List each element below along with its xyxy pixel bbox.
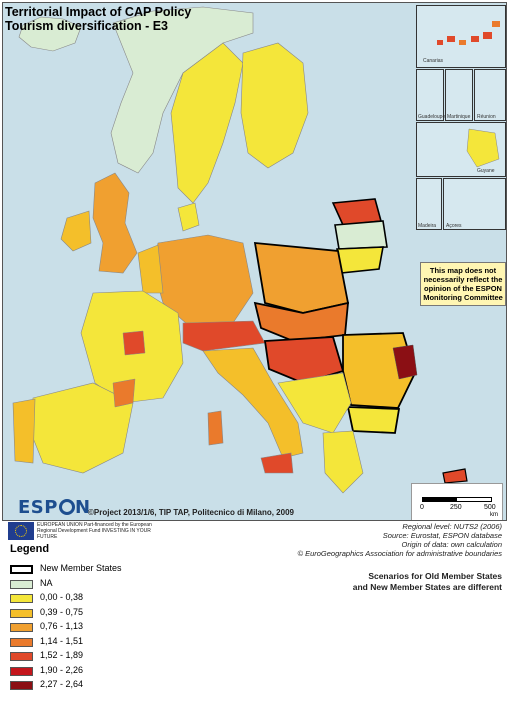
source-note-origin: Origin of data: own calculation	[401, 540, 502, 549]
alps-region	[183, 321, 265, 351]
map-title-line-2: Tourism diversification - E3	[5, 19, 169, 33]
portugal-region	[13, 399, 35, 463]
legend-item	[10, 664, 84, 680]
scale-unit: km	[490, 512, 498, 518]
inset-label-madeira: Madeira	[418, 223, 437, 229]
inset-label-guadeloupe: Guadeloupe	[418, 114, 446, 120]
legend-item	[10, 606, 84, 622]
eu-stars-ring	[15, 525, 27, 537]
source-note-copyright: © EuroGeographics Association for administrative boundaries	[297, 549, 502, 558]
inset-label-acores: Açores	[446, 223, 462, 229]
legend-label: 0,39 - 0,75	[40, 606, 84, 617]
legend-label: 0,00 - 0,38	[40, 592, 84, 602]
legend-label: 0,76 - 1,13	[40, 621, 84, 631]
inset-canarias	[416, 5, 506, 68]
inset-label-guyane: Guyane	[477, 168, 495, 174]
scale-bar	[411, 483, 503, 521]
legend-label: NA	[40, 577, 53, 588]
legend-swatch	[10, 652, 33, 661]
legend-label: 2,27 - 2,64	[40, 679, 84, 689]
inset-martinique	[445, 69, 473, 121]
inset-madeira	[416, 178, 442, 230]
source-notes	[297, 522, 502, 558]
espon-logo-o-icon	[59, 499, 75, 515]
source-note-source: Source: Eurostat, ESPON database	[382, 531, 502, 540]
legend-swatch	[10, 565, 33, 574]
canarias-islands	[417, 6, 505, 66]
legend-swatch	[10, 594, 33, 603]
uk-region	[93, 173, 137, 273]
sardinia-region	[208, 411, 223, 445]
map-title	[5, 5, 191, 33]
legend-item	[10, 650, 84, 665]
legend-swatch	[10, 623, 33, 632]
inset-reunion	[474, 69, 506, 121]
legend-title: Legend	[10, 543, 50, 555]
spain-hotspot	[113, 379, 135, 407]
espon-logo-text: ESP	[18, 497, 58, 518]
inset-label-canarias: Canarias	[423, 58, 444, 64]
legend-swatch	[10, 638, 33, 647]
legend-swatch	[10, 667, 33, 676]
eu-flag-icon	[8, 522, 34, 540]
finland-region	[241, 43, 308, 168]
bulgaria-region	[348, 407, 399, 433]
inset-guyane	[416, 122, 506, 177]
legend-label: New Member States	[40, 563, 122, 573]
map-title-line-1: Territorial Impact of CAP Policy	[5, 5, 192, 19]
scale-label-250: 250	[450, 504, 462, 511]
greece-region	[323, 431, 363, 493]
cyprus-region	[443, 469, 467, 483]
ireland-region	[61, 211, 91, 251]
legend-item	[10, 563, 122, 578]
scenario-note-line-1: Scenarios for Old Member States	[368, 571, 502, 581]
scale-track	[422, 497, 492, 502]
inset-acores	[443, 178, 506, 230]
legend-item	[10, 679, 84, 694]
legend-item	[10, 592, 84, 607]
denmark-region	[178, 203, 199, 231]
legend-swatch	[10, 609, 33, 618]
legend-swatch	[10, 681, 33, 690]
scenario-note	[353, 571, 502, 593]
legend-swatch	[10, 580, 33, 589]
legend-rows	[10, 563, 122, 694]
scenario-note-line-2: and New Member States are different	[352, 582, 502, 592]
legend	[10, 543, 122, 694]
scale-label-0: 0	[420, 504, 424, 511]
source-note-level: Regional level: NUTS2 (2006)	[402, 522, 502, 531]
espon-logo-text-end: N	[74, 497, 91, 518]
legend-item	[10, 621, 84, 636]
disclaimer-note: This map does not necessarily reflect the opinion of the ESPON Monitoring Committee	[420, 262, 506, 306]
france-hotspot	[123, 331, 145, 355]
inset-guadeloupe	[416, 69, 444, 121]
legend-label: 1,90 - 2,26	[40, 664, 84, 675]
scale-track-fill	[423, 498, 457, 501]
legend-item	[10, 577, 53, 593]
inset-label-reunion: Réunion	[477, 114, 496, 120]
legend-item	[10, 635, 84, 651]
project-credit: ©Project 2013/1/6, TIP TAP, Politecnico di Milano, 2009	[88, 508, 294, 517]
latvia-region	[335, 221, 387, 249]
map-panel	[2, 2, 507, 521]
espon-logo	[18, 497, 91, 518]
poland-region	[255, 243, 348, 313]
lithuania-region	[337, 247, 383, 273]
legend-label: 1,14 - 1,51	[40, 635, 84, 646]
inset-label-martinique: Martinique	[447, 114, 471, 120]
legend-label: 1,52 - 1,89	[40, 650, 84, 660]
sicily-region	[261, 453, 293, 473]
scale-label-500: 500	[484, 504, 496, 511]
eu-funding-note: EUROPEAN UNION Part-financed by the European Regional Development Fund INVESTING IN YOUR FUTURE	[37, 522, 152, 540]
